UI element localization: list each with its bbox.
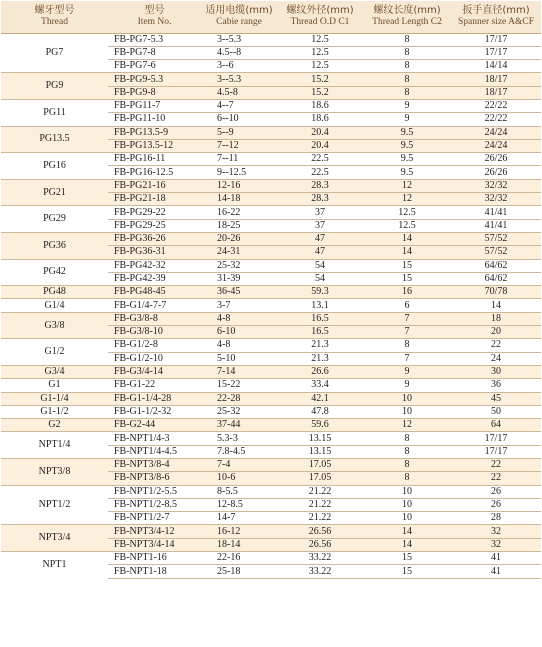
cable-range-cell: 31-39 [201, 272, 277, 285]
thread-cell: PG7 [1, 33, 108, 73]
thread-length-cell: 14 [363, 525, 451, 538]
thread-od-cell: 47 [277, 232, 363, 245]
cable-range-cell: 4-8 [201, 312, 277, 325]
header-thread-od-cn: 螺纹外径(mm) [286, 5, 354, 16]
cable-range-cell: 20-26 [201, 232, 277, 245]
thread-od-cell: 37 [277, 219, 363, 232]
table-row [1, 286, 541, 299]
table-row [1, 126, 541, 139]
cable-range-cell: 36-45 [201, 286, 277, 299]
thread-length-cell: 12 [363, 179, 451, 192]
item-no-cell: FB-PG13.5-9 [108, 126, 201, 139]
spanner-size-cell: 64/62 [451, 259, 541, 272]
spec-table [1, 1, 541, 579]
thread-length-cell: 12 [363, 193, 451, 206]
spanner-size-cell: 32/32 [451, 179, 541, 192]
thread-od-cell: 12.5 [277, 46, 363, 59]
cable-range-cell: 7-4 [201, 459, 277, 472]
item-no-cell: FB-G1/2-8 [108, 339, 201, 352]
item-no-cell: FB-NPT1/2-7 [108, 512, 201, 525]
thread-length-cell: 15 [363, 565, 451, 578]
item-no-cell: FB-PG7-8 [108, 46, 201, 59]
table-row [1, 339, 541, 352]
thread-length-cell: 9.5 [363, 126, 451, 139]
thread-od-cell: 21.22 [277, 498, 363, 511]
spanner-size-cell: 18/17 [451, 86, 541, 99]
thread-cell: G1-1/2 [1, 405, 108, 418]
item-no-cell: FB-PG9-5.3 [108, 73, 201, 86]
thread-cell: PG9 [1, 73, 108, 100]
item-no-cell: FB-PG48-45 [108, 286, 201, 299]
thread-length-cell: 14 [363, 246, 451, 259]
spanner-size-cell: 50 [451, 405, 541, 418]
cable-range-cell: 10-6 [201, 472, 277, 485]
thread-cell: G3/8 [1, 312, 108, 339]
thread-od-cell: 21.22 [277, 485, 363, 498]
item-no-cell: FB-PG13.5-12 [108, 139, 201, 152]
thread-od-cell: 33.4 [277, 379, 363, 392]
table-row [1, 485, 541, 498]
cable-range-cell: 16-12 [201, 525, 277, 538]
header-thread-od [277, 1, 363, 33]
cable-range-cell: 6-10 [201, 326, 277, 339]
spanner-size-cell: 17/17 [451, 33, 541, 46]
header-item-no-cn: 型号 [144, 5, 165, 16]
item-no-cell: FB-NPT1-18 [108, 565, 201, 578]
item-no-cell: FB-NPT1/2-5.5 [108, 485, 201, 498]
item-no-cell: FB-G1-1/2-32 [108, 405, 201, 418]
item-no-cell: FB-NPT3/4-12 [108, 525, 201, 538]
thread-cell: G2 [1, 419, 108, 432]
table-row [1, 299, 541, 312]
header-cable-range [201, 1, 277, 33]
thread-length-cell: 9.5 [363, 153, 451, 166]
thread-od-cell: 21.22 [277, 512, 363, 525]
spanner-size-cell: 64/62 [451, 272, 541, 285]
thread-length-cell: 12.5 [363, 206, 451, 219]
item-no-cell: FB-NPT1/4-3 [108, 432, 201, 445]
spanner-size-cell: 22/22 [451, 113, 541, 126]
thread-length-cell: 8 [363, 472, 451, 485]
thread-od-cell: 22.5 [277, 166, 363, 179]
spanner-size-cell: 24/24 [451, 139, 541, 152]
thread-length-cell: 8 [363, 445, 451, 458]
thread-length-cell: 9.5 [363, 166, 451, 179]
item-no-cell: FB-PG21-18 [108, 193, 201, 206]
item-no-cell: FB-NPT1-16 [108, 552, 201, 565]
thread-od-cell: 33.22 [277, 552, 363, 565]
item-no-cell: FB-PG29-25 [108, 219, 201, 232]
thread-length-cell: 10 [363, 405, 451, 418]
thread-length-cell: 16 [363, 286, 451, 299]
cable-range-cell: 9--12.5 [201, 166, 277, 179]
table-row [1, 525, 541, 538]
item-no-cell: FB-G3/4-14 [108, 365, 201, 378]
cable-range-cell: 12-8.5 [201, 498, 277, 511]
table-row [1, 392, 541, 405]
thread-length-cell: 12.5 [363, 219, 451, 232]
spanner-size-cell: 64 [451, 419, 541, 432]
thread-od-cell: 59.6 [277, 419, 363, 432]
cable-range-cell: 25-18 [201, 565, 277, 578]
header-thread-length-cn: 螺纹长度(mm) [373, 5, 441, 16]
thread-cell: PG42 [1, 259, 108, 286]
cable-range-cell: 18-25 [201, 219, 277, 232]
table-row [1, 432, 541, 445]
thread-length-cell: 7 [363, 312, 451, 325]
item-no-cell: FB-PG36-31 [108, 246, 201, 259]
table-row [1, 419, 541, 432]
item-no-cell: FB-G3/8-10 [108, 326, 201, 339]
table-row [1, 33, 541, 46]
thread-length-cell: 8 [363, 339, 451, 352]
header-thread-length [363, 1, 451, 33]
thread-od-cell: 47.8 [277, 405, 363, 418]
cable-range-cell: 3--5.3 [201, 33, 277, 46]
item-no-cell: FB-PG29-22 [108, 206, 201, 219]
cable-range-cell: 16-22 [201, 206, 277, 219]
item-no-cell: FB-G1-22 [108, 379, 201, 392]
thread-od-cell: 18.6 [277, 99, 363, 112]
thread-od-cell: 12.5 [277, 33, 363, 46]
thread-od-cell: 21.3 [277, 352, 363, 365]
thread-length-cell: 15 [363, 552, 451, 565]
item-no-cell: FB-PG7-6 [108, 60, 201, 73]
thread-od-cell: 17.05 [277, 459, 363, 472]
thread-length-cell: 8 [363, 73, 451, 86]
spanner-size-cell: 36 [451, 379, 541, 392]
table-row [1, 232, 541, 245]
cable-range-cell: 4.5--8 [201, 46, 277, 59]
thread-cell: G3/4 [1, 365, 108, 378]
thread-od-cell: 47 [277, 246, 363, 259]
header-thread-en: Thread [41, 17, 68, 27]
item-no-cell: FB-PG21-16 [108, 179, 201, 192]
cable-range-cell: 3--6 [201, 60, 277, 73]
spanner-size-cell: 26/26 [451, 153, 541, 166]
thread-od-cell: 15.2 [277, 73, 363, 86]
spanner-size-cell: 14 [451, 299, 541, 312]
cable-range-cell: 25-32 [201, 405, 277, 418]
cable-range-cell: 37-44 [201, 419, 277, 432]
thread-length-cell: 15 [363, 259, 451, 272]
item-no-cell: FB-G1-1/4-28 [108, 392, 201, 405]
spanner-size-cell: 18 [451, 312, 541, 325]
thread-cell: PG21 [1, 179, 108, 206]
thread-cell: NPT1/4 [1, 432, 108, 459]
header-thread-od-en: Thread O.D C1 [290, 17, 350, 27]
item-no-cell: FB-G3/8-8 [108, 312, 201, 325]
thread-cell: PG11 [1, 99, 108, 126]
cable-range-cell: 4--7 [201, 99, 277, 112]
spanner-size-cell: 22 [451, 339, 541, 352]
header-row [1, 1, 541, 33]
thread-length-cell: 8 [363, 33, 451, 46]
thread-od-cell: 12.5 [277, 60, 363, 73]
item-no-cell: FB-G1/4-7-7 [108, 299, 201, 312]
header-item-no-en: Item No. [137, 17, 172, 27]
item-no-cell: FB-NPT3/4-14 [108, 538, 201, 551]
header-spanner-size-en: Spanner size A&CF [458, 17, 534, 27]
thread-od-cell: 20.4 [277, 126, 363, 139]
header-item-no [108, 1, 201, 33]
spanner-size-cell: 41/41 [451, 206, 541, 219]
thread-od-cell: 21.3 [277, 339, 363, 352]
thread-length-cell: 15 [363, 272, 451, 285]
thread-cell: PG48 [1, 286, 108, 299]
spanner-size-cell: 22/22 [451, 99, 541, 112]
thread-length-cell: 10 [363, 498, 451, 511]
spanner-size-cell: 57/52 [451, 232, 541, 245]
thread-od-cell: 28.3 [277, 193, 363, 206]
item-no-cell: FB-PG16-11 [108, 153, 201, 166]
cable-range-cell: 18-14 [201, 538, 277, 551]
thread-od-cell: 54 [277, 259, 363, 272]
cable-range-cell: 5--9 [201, 126, 277, 139]
thread-cell: PG13.5 [1, 126, 108, 153]
spanner-size-cell: 41 [451, 565, 541, 578]
item-no-cell: FB-NPT3/8-6 [108, 472, 201, 485]
table-row [1, 312, 541, 325]
thread-length-cell: 14 [363, 232, 451, 245]
thread-cell: NPT3/8 [1, 459, 108, 486]
thread-length-cell: 8 [363, 432, 451, 445]
thread-od-cell: 18.6 [277, 113, 363, 126]
item-no-cell: FB-NPT1/2-8.5 [108, 498, 201, 511]
spanner-size-cell: 70/78 [451, 286, 541, 299]
thread-od-cell: 59.3 [277, 286, 363, 299]
thread-length-cell: 9.5 [363, 139, 451, 152]
spanner-size-cell: 17/17 [451, 46, 541, 59]
thread-cell: NPT1 [1, 552, 108, 579]
thread-length-cell: 9 [363, 365, 451, 378]
cable-range-cell: 15-22 [201, 379, 277, 392]
item-no-cell: FB-PG42-32 [108, 259, 201, 272]
table-row [1, 179, 541, 192]
thread-od-cell: 13.15 [277, 445, 363, 458]
thread-od-cell: 26.6 [277, 365, 363, 378]
cable-range-cell: 5.3-3 [201, 432, 277, 445]
table-header [1, 1, 541, 33]
item-no-cell: FB-PG11-7 [108, 99, 201, 112]
spanner-size-cell: 30 [451, 365, 541, 378]
spanner-size-cell: 45 [451, 392, 541, 405]
thread-length-cell: 6 [363, 299, 451, 312]
header-cable-range-cn: 适用电缆(mm) [205, 5, 273, 16]
cable-range-cell: 3--5.3 [201, 73, 277, 86]
spanner-size-cell: 26 [451, 498, 541, 511]
spanner-size-cell: 41 [451, 552, 541, 565]
thread-cell: G1/4 [1, 299, 108, 312]
table-row [1, 99, 541, 112]
table-row [1, 459, 541, 472]
thread-length-cell: 10 [363, 512, 451, 525]
thread-cell: PG36 [1, 232, 108, 259]
thread-od-cell: 42.1 [277, 392, 363, 405]
thread-od-cell: 13.1 [277, 299, 363, 312]
cable-range-cell: 7--11 [201, 153, 277, 166]
spanner-size-cell: 17/17 [451, 432, 541, 445]
header-thread-length-en: Thread Length C2 [372, 17, 442, 27]
thread-length-cell: 10 [363, 392, 451, 405]
table-row [1, 73, 541, 86]
spanner-size-cell: 32/32 [451, 193, 541, 206]
thread-od-cell: 26.56 [277, 525, 363, 538]
thread-cell: G1-1/4 [1, 392, 108, 405]
header-thread [1, 1, 108, 33]
spanner-size-cell: 32 [451, 538, 541, 551]
cable-range-cell: 5-10 [201, 352, 277, 365]
thread-cell: NPT3/4 [1, 525, 108, 552]
item-no-cell: FB-G2-44 [108, 419, 201, 432]
table-row [1, 206, 541, 219]
header-spanner-size-cn: 扳手直径(mm) [462, 5, 530, 16]
thread-length-cell: 8 [363, 459, 451, 472]
table-row [1, 405, 541, 418]
cable-range-cell: 4.5-8 [201, 86, 277, 99]
table-row [1, 379, 541, 392]
thread-od-cell: 20.4 [277, 139, 363, 152]
spanner-size-cell: 24/24 [451, 126, 541, 139]
thread-cell: PG29 [1, 206, 108, 233]
cable-range-cell: 7.8-4.5 [201, 445, 277, 458]
thread-cell: PG16 [1, 153, 108, 180]
thread-length-cell: 7 [363, 352, 451, 365]
thread-od-cell: 37 [277, 206, 363, 219]
cable-range-cell: 12-16 [201, 179, 277, 192]
table-row [1, 259, 541, 272]
cable-range-cell: 14-18 [201, 193, 277, 206]
spanner-size-cell: 32 [451, 525, 541, 538]
table-row [1, 153, 541, 166]
cable-range-cell: 22-28 [201, 392, 277, 405]
spanner-size-cell: 20 [451, 326, 541, 339]
header-cable-range-en: Cabie range [216, 17, 262, 27]
thread-cell: G1 [1, 379, 108, 392]
thread-length-cell: 10 [363, 485, 451, 498]
item-no-cell: FB-NPT3/8-4 [108, 459, 201, 472]
cable-range-cell: 25-32 [201, 259, 277, 272]
cable-range-cell: 3-7 [201, 299, 277, 312]
thread-od-cell: 16.5 [277, 326, 363, 339]
item-no-cell: FB-NPT1/4-4.5 [108, 445, 201, 458]
thread-length-cell: 9 [363, 379, 451, 392]
spanner-size-cell: 17/17 [451, 445, 541, 458]
cable-range-cell: 14-7 [201, 512, 277, 525]
spanner-size-cell: 22 [451, 472, 541, 485]
cable-range-cell: 4-8 [201, 339, 277, 352]
item-no-cell: FB-PG7-5.3 [108, 33, 201, 46]
thread-length-cell: 12 [363, 419, 451, 432]
cable-range-cell: 6--10 [201, 113, 277, 126]
spanner-size-cell: 14/14 [451, 60, 541, 73]
item-no-cell: FB-PG16-12.5 [108, 166, 201, 179]
thread-length-cell: 14 [363, 538, 451, 551]
thread-length-cell: 9 [363, 99, 451, 112]
item-no-cell: FB-G1/2-10 [108, 352, 201, 365]
spanner-size-cell: 41/41 [451, 219, 541, 232]
thread-cell: NPT1/2 [1, 485, 108, 525]
spanner-size-cell: 26 [451, 485, 541, 498]
thread-od-cell: 26.56 [277, 538, 363, 551]
spanner-size-cell: 24 [451, 352, 541, 365]
cable-range-cell: 8-5.5 [201, 485, 277, 498]
thread-length-cell: 7 [363, 326, 451, 339]
thread-cell: G1/2 [1, 339, 108, 366]
thread-length-cell: 8 [363, 86, 451, 99]
table-row [1, 365, 541, 378]
spanner-size-cell: 57/52 [451, 246, 541, 259]
cable-range-cell: 7--12 [201, 139, 277, 152]
spanner-size-cell: 22 [451, 459, 541, 472]
header-spanner-size [451, 1, 541, 33]
thread-length-cell: 9 [363, 113, 451, 126]
thread-od-cell: 16.5 [277, 312, 363, 325]
thread-od-cell: 33.22 [277, 565, 363, 578]
table-row [1, 552, 541, 565]
thread-length-cell: 8 [363, 60, 451, 73]
header-thread-cn: 螺牙型号 [34, 5, 75, 16]
item-no-cell: FB-PG36-26 [108, 232, 201, 245]
thread-length-cell: 8 [363, 46, 451, 59]
item-no-cell: FB-PG9-8 [108, 86, 201, 99]
item-no-cell: FB-PG11-10 [108, 113, 201, 126]
thread-od-cell: 54 [277, 272, 363, 285]
cable-range-cell: 7-14 [201, 365, 277, 378]
thread-od-cell: 15.2 [277, 86, 363, 99]
cable-range-cell: 24-31 [201, 246, 277, 259]
spanner-size-cell: 28 [451, 512, 541, 525]
thread-od-cell: 13.15 [277, 432, 363, 445]
spanner-size-cell: 18/17 [451, 73, 541, 86]
spanner-size-cell: 26/26 [451, 166, 541, 179]
item-no-cell: FB-PG42-39 [108, 272, 201, 285]
thread-od-cell: 22.5 [277, 153, 363, 166]
thread-od-cell: 28.3 [277, 179, 363, 192]
table-body [1, 33, 541, 578]
thread-od-cell: 17.05 [277, 472, 363, 485]
cable-range-cell: 22-16 [201, 552, 277, 565]
